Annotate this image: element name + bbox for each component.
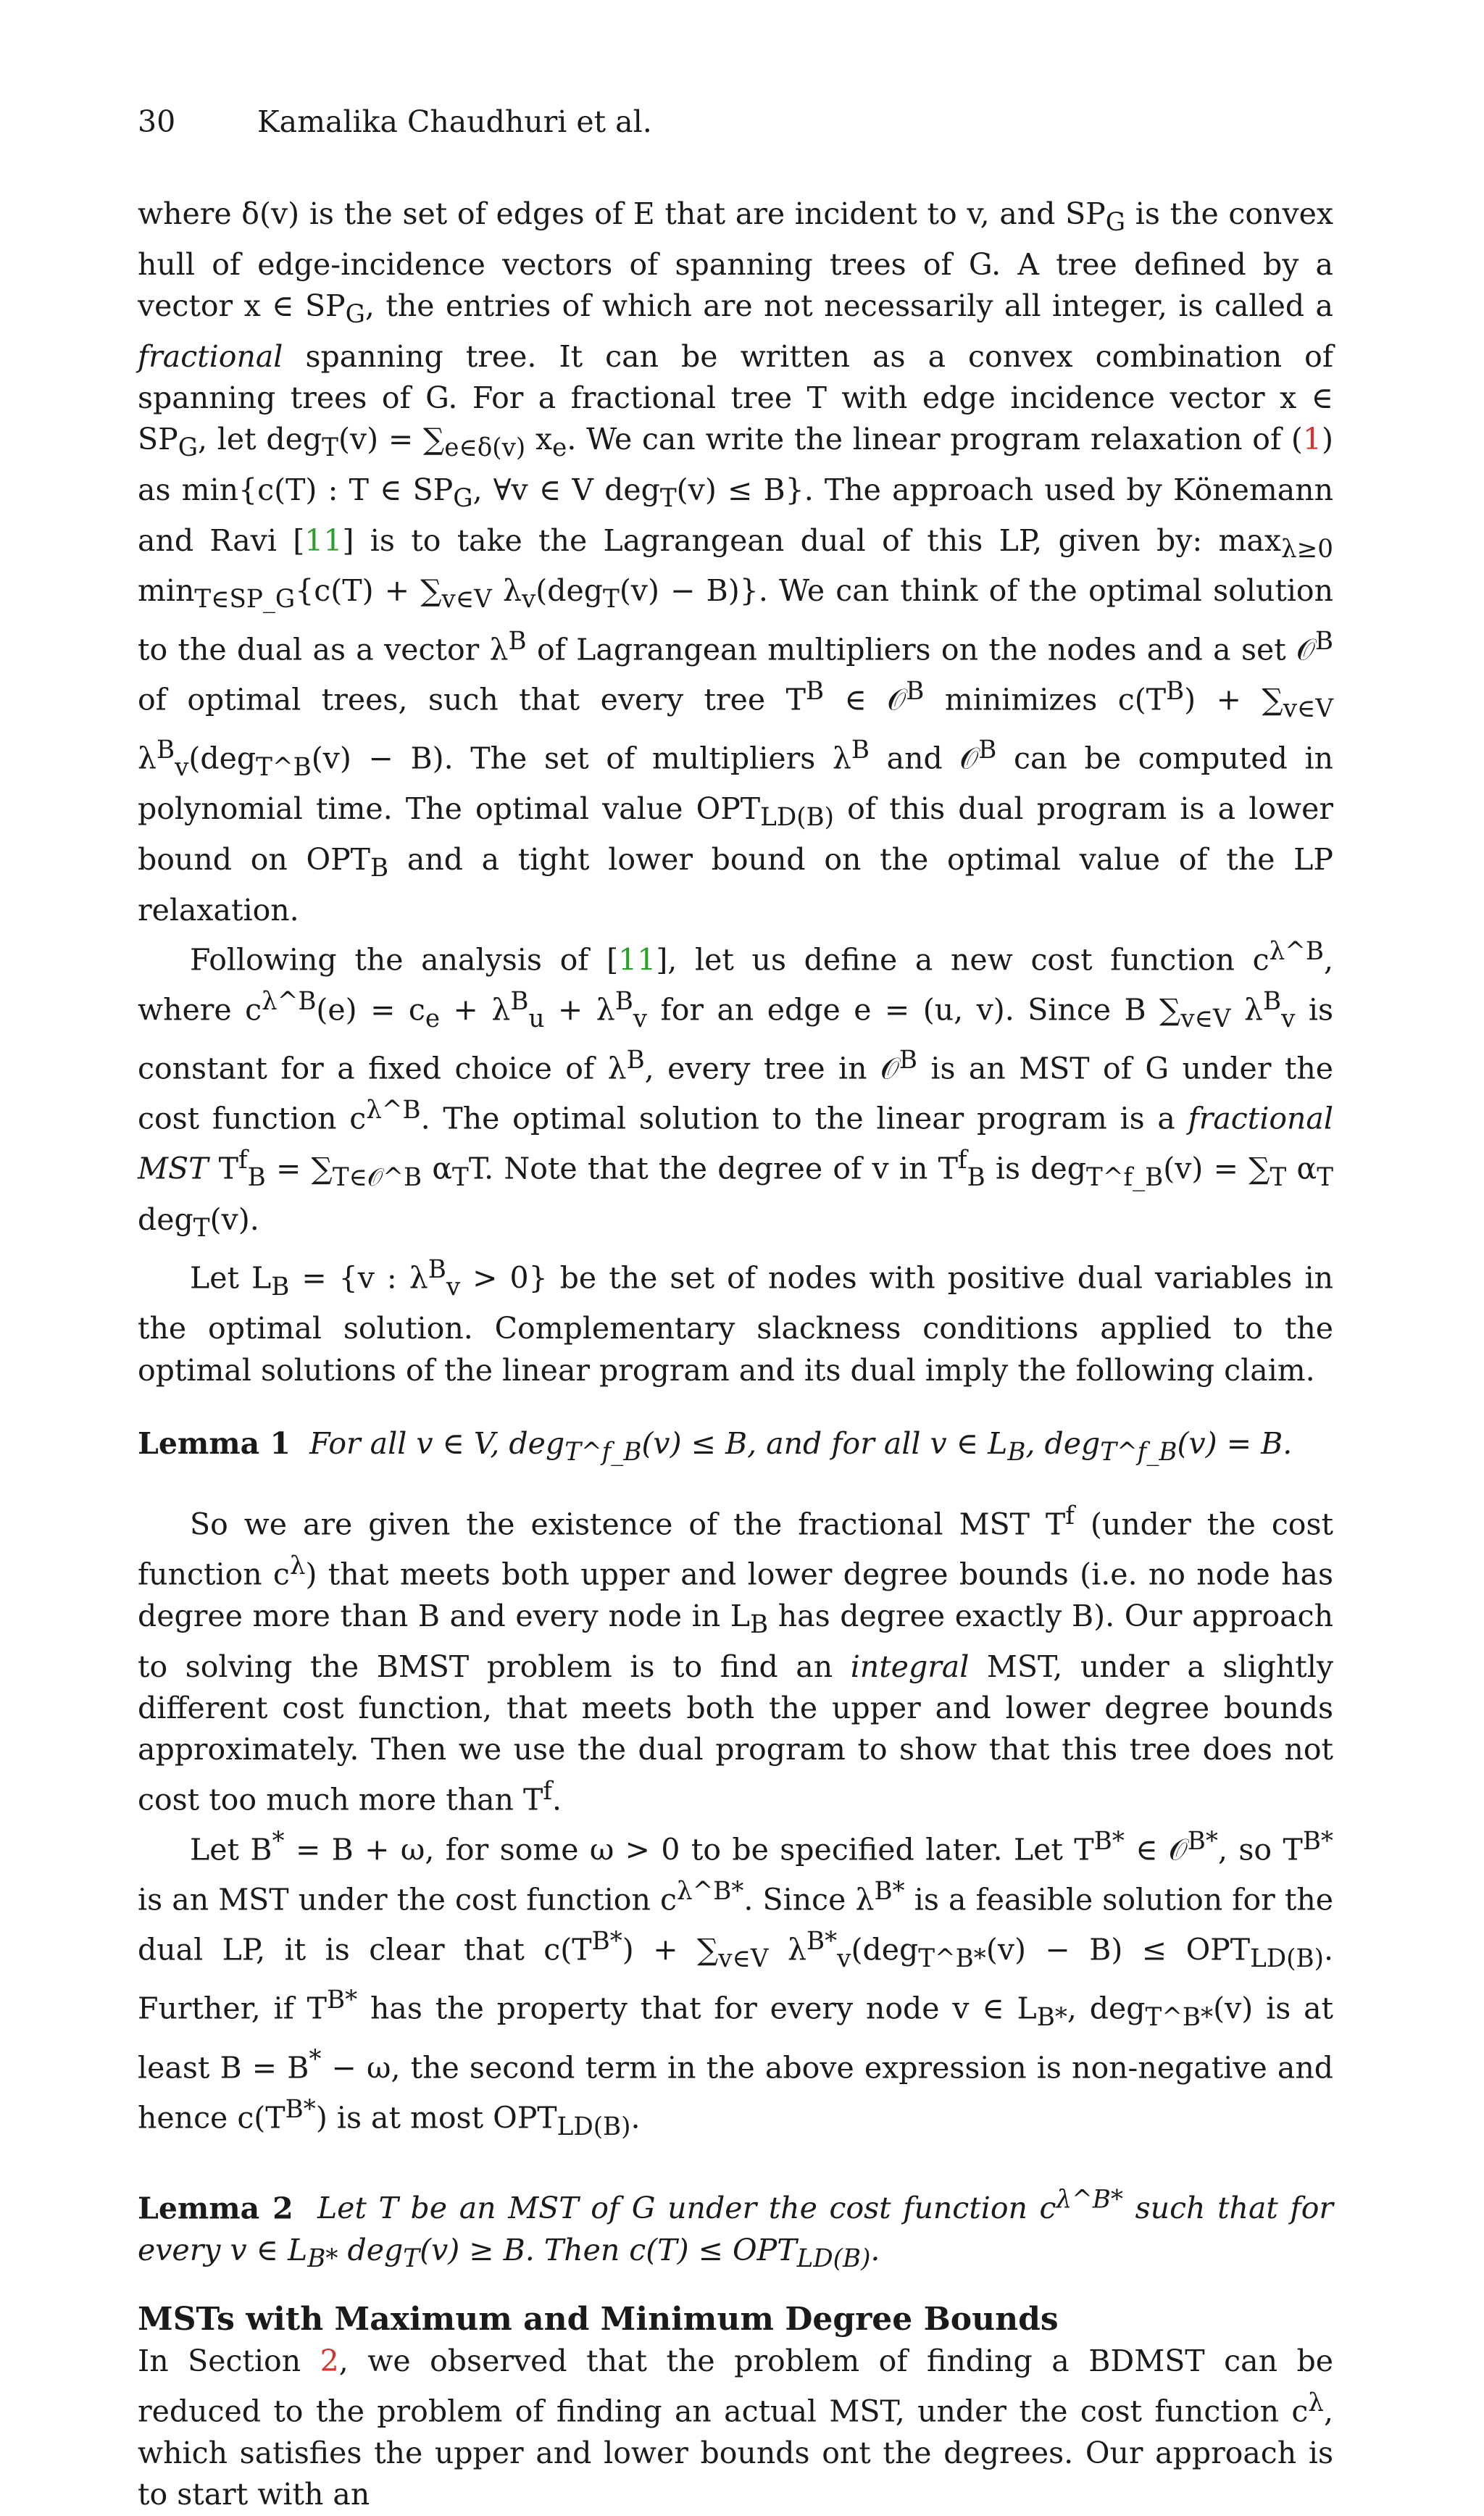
text: is an MST of G under the cost function c <box>138 1051 1333 1136</box>
superscript: B <box>157 736 175 765</box>
subscript: LD(B) <box>556 2112 631 2141</box>
text: (v) ≤ B, and for all v ∈ L <box>641 1426 1008 1462</box>
text: ) + ∑ <box>1184 682 1283 717</box>
text: = ∑ <box>265 1151 333 1187</box>
subscript: v <box>1281 1004 1296 1033</box>
emphasis: fractional <box>138 338 283 374</box>
text: α <box>422 1151 453 1187</box>
text: . Since λ <box>743 1882 875 1917</box>
subscript: T <box>193 1213 210 1243</box>
superscript: B* <box>1302 1826 1333 1856</box>
text: (deg <box>188 741 257 776</box>
text: > 0} be the set of nodes with positive dual variables in the optimal solution. Complementary slackness conditions applied to the optimal solutions of the linear program and its dual imply the following claim. <box>138 1260 1333 1388</box>
citation-link[interactable]: 11 <box>304 522 343 558</box>
text: ) is at most OPT <box>315 2100 557 2136</box>
text: is the convex hull of edge-incidence vectors of spanning trees of G. A tree defined by a vector x ∈ SP <box>138 196 1334 323</box>
subscript: v <box>633 1004 648 1033</box>
text: T. Note that the degree of v in T <box>468 1151 958 1187</box>
text: and a tight lower bound on the optimal value of the LP relaxation. <box>138 841 1333 928</box>
subscript: T^B* <box>918 1944 986 1973</box>
text: ∈ 𝒪 <box>1124 1832 1188 1867</box>
spacer <box>138 1474 1333 1496</box>
text: ] is to take the Lagrangean dual of this LP, given by: max <box>342 522 1281 558</box>
subscript: T^f_B <box>1100 1438 1177 1467</box>
text: ], let us define a new cost function c <box>656 942 1270 978</box>
text: . <box>870 2232 880 2267</box>
lemma-label: Lemma 1 <box>138 1426 291 1462</box>
paragraph <box>138 931 1333 1249</box>
superscript: B <box>1263 987 1282 1016</box>
text: is an MST under the cost function c <box>138 1882 677 1917</box>
superscript: B <box>851 736 870 765</box>
subscript: B <box>247 1163 266 1193</box>
text: is deg <box>985 1151 1087 1187</box>
subscript: B <box>271 1272 290 1302</box>
text: (v) = B. <box>1177 1426 1293 1462</box>
text: minimizes c(T <box>924 682 1167 717</box>
lemma-statement <box>138 2185 1333 2274</box>
superscript: λ <box>289 1551 306 1580</box>
superscript: f <box>238 1146 248 1175</box>
subscript: u <box>528 1004 545 1033</box>
subscript: B* <box>1036 2003 1067 2033</box>
text: can be computed in polynomial time. The optimal value OPT <box>138 741 1333 827</box>
lemma-label: Lemma 2 <box>138 2191 293 2226</box>
superscript: B <box>614 987 633 1016</box>
subscript: T <box>603 585 620 615</box>
text: is a feasible solution for the dual LP, it is clear that c(T <box>138 1882 1333 1967</box>
text: − ω, the second term in the above expression is non-negative and hence c(T <box>138 2050 1333 2136</box>
text: + λ <box>544 992 615 1028</box>
text: of this dual program is a lower bound on OPT <box>138 791 1333 877</box>
text: λ <box>491 573 522 609</box>
superscript: λ^B <box>366 1096 421 1125</box>
text: = B + ω, for some ω > 0 to be specified later. Let T <box>284 1832 1094 1867</box>
text: x <box>525 422 553 457</box>
text: T <box>208 1151 238 1187</box>
subscript: T <box>659 484 677 514</box>
text: Following the analysis of [ <box>190 942 619 978</box>
text: such that for every v ∈ L <box>138 2191 1333 2267</box>
equation-reference-link[interactable]: 1 <box>1302 422 1322 457</box>
subscript: T <box>452 1163 469 1193</box>
text: (deg <box>851 1932 919 1967</box>
subscript: T <box>1317 1163 1333 1193</box>
subscript: LD(B) <box>760 803 834 833</box>
superscript: f <box>543 1776 552 1806</box>
superscript: B <box>626 1046 645 1075</box>
spacer <box>138 2148 1333 2180</box>
subscript: T∈𝒪^B <box>332 1163 422 1193</box>
text: Let B <box>190 1832 272 1867</box>
subscript: v <box>521 585 536 615</box>
paragraph <box>138 1496 1333 1821</box>
subscript: T^f_B <box>1086 1163 1164 1193</box>
emphasis: fractional MST <box>138 1101 1333 1187</box>
subscript: v <box>175 752 189 782</box>
citation-link[interactable]: 11 <box>618 942 656 978</box>
superscript: * <box>272 1826 285 1856</box>
text: ∈ 𝒪 <box>824 682 906 717</box>
section-heading: MSTs with Maximum and Minimum Degree Bounds <box>138 2301 1059 2338</box>
superscript: B <box>428 1255 446 1285</box>
text: λ <box>138 741 157 776</box>
paragraph <box>138 2341 1333 2515</box>
text: , which satisfies the upper and lower bounds ont the degrees. Our approach is to start with an <box>138 2394 1333 2512</box>
superscript: B <box>805 676 825 706</box>
paragraph <box>138 1249 1333 1391</box>
text: . <box>551 1782 562 1817</box>
text: = {v : λ <box>289 1260 428 1296</box>
lemma-1 <box>138 1423 1333 1474</box>
superscript: B <box>1314 626 1333 656</box>
superscript: * <box>309 2044 322 2074</box>
paragraph <box>138 193 1333 931</box>
text: deg <box>138 1201 193 1237</box>
text: has the property that for every node v ∈ L <box>357 1991 1037 2026</box>
text: (e) = c <box>316 992 425 1028</box>
text: Let T be an MST of G under the cost function c <box>317 2191 1056 2226</box>
subscript: T^B <box>256 752 312 782</box>
superscript: B <box>899 1046 917 1075</box>
subscript: v∈V <box>1283 693 1334 723</box>
text: deg <box>338 2232 404 2267</box>
superscript: B* <box>806 1927 838 1956</box>
text: . Further, if T <box>138 1932 1333 2026</box>
subscript: v∈V <box>441 585 492 615</box>
page-number: 30 <box>138 104 176 139</box>
text: + λ <box>440 992 511 1028</box>
text: spanning tree. It can be written as a convex combination of spanning trees of G. For a fractional tree T with edge incidence vector x ∈ SP <box>138 338 1333 457</box>
superscript: B* <box>1093 1826 1125 1856</box>
text: (v). <box>209 1201 259 1237</box>
emphasis: integral <box>850 1649 970 1684</box>
text: For all v ∈ V, deg <box>309 1426 565 1462</box>
text: (v) − B) ≤ OPT <box>985 1932 1251 1967</box>
running-title: Kamalika Chaudhuri et al. <box>257 104 652 139</box>
subscript: B <box>1007 1438 1026 1467</box>
superscript: B* <box>327 1986 358 2015</box>
subscript: G <box>178 433 198 463</box>
text: (v) − B). The set of multipliers λ <box>311 741 851 776</box>
superscript: f <box>957 1146 967 1175</box>
subscript: LD(B) <box>796 2244 871 2274</box>
lemma-statement <box>309 1426 1293 1467</box>
text: (v) − B)}. We can think of the optimal solution to the dual as a vector λ <box>138 573 1333 667</box>
text: (v) ≥ B. Then c(T) ≤ OPT <box>420 2232 797 2267</box>
paragraph <box>138 1821 1333 2148</box>
text: {c(T) + ∑ <box>295 573 442 609</box>
subscript: T^B* <box>1145 2003 1214 2033</box>
text: (deg <box>535 573 604 609</box>
text: λ <box>1230 992 1264 1028</box>
text: α <box>1286 1151 1317 1187</box>
subscript: G <box>453 484 473 514</box>
text: So we are given the existence of the fractional MST T <box>190 1507 1066 1542</box>
subscript: e <box>425 1004 441 1033</box>
text: (v) = ∑ <box>1163 1151 1270 1187</box>
subscript: T∈SP_G <box>194 585 296 615</box>
text: , ∀v ∈ V deg <box>472 472 660 507</box>
subscript: e <box>552 433 567 463</box>
text: of Lagrangean multipliers on the nodes and a set 𝒪 <box>526 632 1315 667</box>
subscript: G <box>1105 208 1126 238</box>
text: (v) = ∑ <box>338 422 445 457</box>
subscript: LD(B) <box>1250 1944 1324 1973</box>
text: of optimal trees, such that every tree T <box>138 682 806 717</box>
text: ) as min{c(T) : T ∈ SP <box>138 422 1334 507</box>
text: . We can write the linear program relaxation of ( <box>567 422 1303 457</box>
superscript: λ^B* <box>676 1876 744 1906</box>
text: (v) is at least B = B <box>138 1991 1333 2086</box>
text: λ <box>768 1932 806 1967</box>
subscript: e∈δ(v) <box>444 433 526 463</box>
superscript: B <box>906 676 925 706</box>
text: has degree exactly B). Our approach to solving the BMST problem is to find an <box>138 1599 1333 1684</box>
superscript: B* <box>591 1927 622 1956</box>
superscript: B <box>1166 676 1185 706</box>
text: , where c <box>138 942 1333 1028</box>
subscript: λ≥0 <box>1281 534 1333 564</box>
superscript: B* <box>1187 1826 1218 1856</box>
text: , deg <box>1067 1991 1146 2026</box>
text: where δ(v) is the set of edges of E that are incident to v, and SP <box>138 196 1106 231</box>
text: ) + ∑ <box>622 1932 719 1967</box>
superscript: B <box>508 626 527 656</box>
superscript: B* <box>874 1876 905 1906</box>
text: In Section <box>138 2344 320 2379</box>
running-header <box>138 101 1333 143</box>
subscript: T^f_B <box>564 1438 642 1467</box>
superscript: λ^B* <box>1056 2185 1123 2215</box>
text: , so T <box>1217 1832 1303 1867</box>
superscript: λ^B <box>1269 936 1324 966</box>
superscript: B* <box>285 2094 316 2124</box>
superscript: λ <box>1308 2388 1324 2417</box>
superscript: B <box>510 987 529 1016</box>
text: and 𝒪 <box>870 741 979 776</box>
subscript: G <box>345 300 365 330</box>
text: Let L <box>190 1260 272 1296</box>
text: ) that meets both upper and lower degree bounds (i.e. no node has degree more than B and every node in L <box>138 1557 1333 1633</box>
superscript: f <box>1065 1501 1075 1530</box>
subscript: B <box>967 1163 985 1193</box>
subscript: B <box>750 1610 769 1640</box>
subscript: v∈V <box>718 1944 769 1973</box>
text: , we observed that the problem of finding a BDMST can be reduced to the problem of finding an actual MST, under the cost function c <box>138 2344 1333 2429</box>
lemma-2 <box>138 2180 1333 2280</box>
subscript: B <box>370 854 389 883</box>
subscript: T <box>1270 1163 1287 1193</box>
text: min <box>138 573 195 609</box>
subscript: v <box>446 1272 461 1302</box>
text: (under the cost function c <box>138 1507 1333 1592</box>
text: MST, under a slightly different cost function, that meets both the upper and lower degree bounds approximately. Then we use the dual program to show that this tree does not cost too much more than T <box>138 1649 1333 1817</box>
superscript: B <box>978 736 997 765</box>
superscript: λ^B <box>262 987 317 1016</box>
text: . <box>630 2100 641 2136</box>
text: for an edge e = (u, v). Since B ∑ <box>647 992 1181 1028</box>
text: is constant for a fixed choice of λ <box>138 992 1334 1086</box>
section-reference-link[interactable]: 2 <box>320 2344 339 2379</box>
text: , the entries of which are not necessarily all integer, is called a <box>364 288 1333 323</box>
text: , let deg <box>197 422 322 457</box>
page <box>138 101 1333 2516</box>
subscript: T <box>403 2244 420 2274</box>
text: , deg <box>1025 1426 1101 1462</box>
subscript: v <box>837 1944 851 1973</box>
subscript: v∈V <box>1180 1004 1231 1033</box>
subscript: B* <box>307 2244 338 2274</box>
text: (v) ≤ B}. The approach used by Könemann and Ravi [ <box>138 472 1333 558</box>
spacer <box>138 1391 1333 1423</box>
text: . The optimal solution to the linear program is a <box>420 1101 1188 1136</box>
text: , every tree in 𝒪 <box>644 1051 899 1086</box>
subscript: T <box>322 433 338 463</box>
